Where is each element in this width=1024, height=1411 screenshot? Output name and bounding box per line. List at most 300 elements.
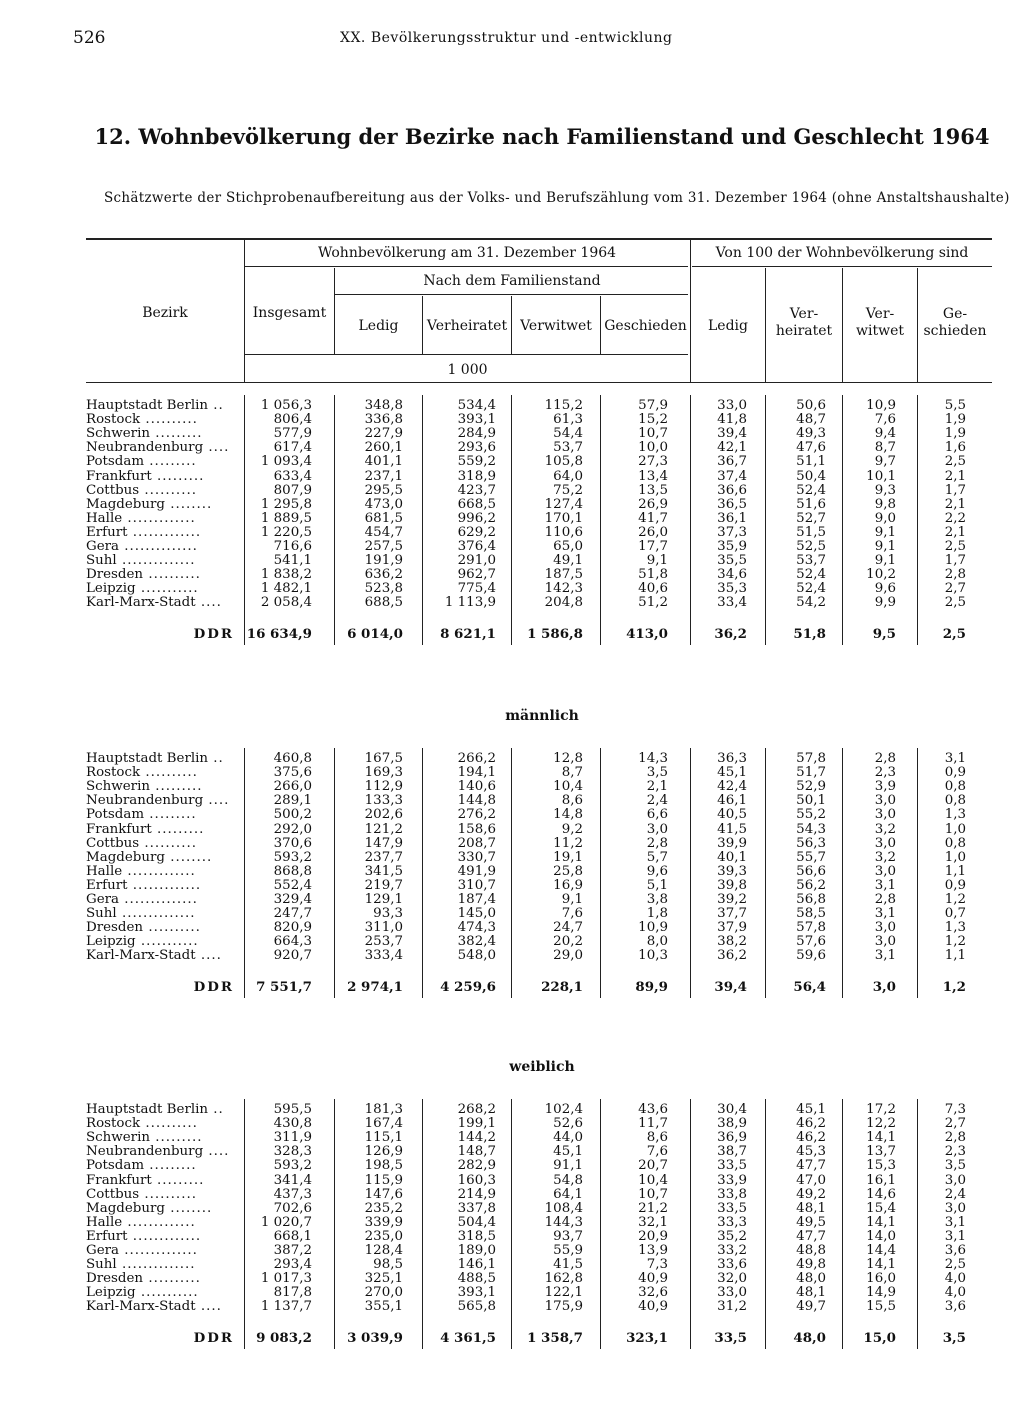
cell-value: 10,1 [866,468,896,484]
cell-value: 36,7 [717,454,747,470]
cell-value: 2,8 [944,1130,966,1146]
cell-value: 26,9 [638,496,668,512]
cell-value: 3,1 [944,1228,966,1244]
cell-value: 47,7 [796,1158,826,1174]
cell-value: 37,7 [717,906,747,922]
cell-value: 2,3 [944,1144,966,1160]
cell-value: 1,7 [944,482,966,498]
bezirk-name [86,540,238,554]
cell-value: 2,4 [646,793,668,809]
bezirk-label: Dresden [86,1272,144,1287]
cell-value: 10,0 [638,440,668,456]
cell-value: 473,0 [364,496,403,512]
cell-value: 52,7 [796,510,826,526]
cell-value: 962,7 [457,567,496,583]
col-header-pct-verwitwet-line1: Ver- [865,306,895,322]
cell-value: 40,5 [717,807,747,823]
cell-value: 33,6 [717,1257,747,1273]
cell-value: 52,9 [796,779,826,795]
cell-value: 1,0 [944,821,966,837]
cell-value: 237,1 [364,468,403,484]
bezirk-label: Cottbus [86,1187,140,1202]
cell-value: 44,0 [553,1130,583,1146]
table-row [0,766,1024,780]
table-row [0,596,1024,610]
bezirk-name [86,1286,238,1300]
cell-value: 3,1 [874,877,896,893]
table-row [0,935,1024,949]
cell-value: 0,8 [944,793,966,809]
cell-value: 2,8 [874,751,896,766]
cell-value: 270,0 [364,1285,403,1301]
bezirk-label: Frankfurt [86,822,152,837]
cell-value: 668,5 [457,496,496,512]
table-row [0,413,1024,427]
leader-dots: .... [195,596,222,611]
bezirk-name [86,1272,238,1286]
cell-value: 820,9 [273,920,312,936]
cell-value: 9,2 [561,821,583,837]
cell-value: 355,1 [364,1299,403,1315]
cell-value: 50,1 [796,793,826,809]
cell-value: 46,2 [796,1130,826,1146]
bezirk-label: Cottbus [86,483,140,498]
table-row [0,893,1024,907]
table-row [0,1272,1024,1286]
cell-value: 33,5 [717,1200,747,1216]
cell-value: 253,7 [364,934,403,950]
bezirk-label: Gera [86,893,120,907]
cell-value: 702,6 [273,1200,312,1216]
cell-value: 2,2 [944,510,966,526]
leader-dots: .... [195,1300,222,1315]
cell-value: 53,7 [553,440,583,456]
bezirk-name [86,921,238,935]
cell-value: 688,5 [364,595,403,611]
bezirk-name [86,1145,238,1159]
total-value: 51,8 [793,625,826,642]
cell-value: 108,4 [544,1200,583,1216]
bezirk-name [86,808,238,822]
cell-value: 19,1 [553,849,583,865]
cell-value: 3,6 [944,1299,966,1315]
cell-value: 31,2 [717,1299,747,1315]
table-row [0,526,1024,540]
cell-value: 20,9 [638,1228,668,1244]
bezirk-label: Neubrandenburg [86,1145,204,1160]
cell-value: 257,5 [364,539,403,554]
cell-value: 167,5 [364,751,403,766]
cell-value: 33,5 [717,1158,747,1174]
bezirk-label: Halle [86,511,123,526]
cell-value: 9,6 [646,863,668,879]
total-value: 2 974,1 [347,978,403,995]
cell-value: 282,9 [457,1158,496,1174]
cell-value: 56,2 [796,877,826,893]
bezirk-name [86,413,238,427]
cell-value: 158,6 [457,821,496,837]
cell-value: 1,3 [944,920,966,936]
bezirk-label: Leipzig [86,582,136,597]
cell-value: 51,2 [638,595,668,611]
cell-value: 14,1 [866,1130,896,1146]
cell-value: 9,6 [874,581,896,597]
bezirk-name [86,893,238,907]
cell-value: 1,2 [944,892,966,907]
bezirk-name [86,823,238,837]
cell-value: 10,7 [638,426,668,442]
cell-value: 147,9 [364,835,403,851]
table-title: 12. Wohnbevölkerung der Bezirke nach Familienstand und Geschlecht 1964 [94,124,990,149]
cell-value: 3,9 [874,779,896,795]
cell-value: 664,3 [273,934,312,950]
cell-value: 12,8 [553,751,583,766]
cell-value: 3,8 [646,892,668,907]
cell-value: 14,1 [866,1257,896,1273]
header-bottom-rule [86,382,992,383]
cell-value: 14,0 [866,1228,896,1244]
cell-value: 61,3 [553,412,583,428]
bezirk-name [86,526,238,540]
cell-value: 187,5 [544,567,583,583]
bezirk-label: Frankfurt [86,1173,152,1188]
cell-value: 534,4 [457,398,496,413]
cell-value: 110,6 [544,524,583,540]
cell-value: 266,0 [273,779,312,795]
cell-value: 16,1 [866,1172,896,1188]
cell-value: 128,4 [364,1243,403,1258]
cell-value: 6,6 [646,807,668,823]
cell-value: 460,8 [273,751,312,766]
cell-value: 3,1 [874,948,896,964]
cell-value: 36,5 [717,496,747,512]
cell-value: 49,5 [796,1214,826,1230]
cell-value: 175,9 [544,1299,583,1315]
bezirk-label: Frankfurt [86,469,152,484]
header-rule-unit [244,354,688,355]
cell-value: 1,9 [944,412,966,428]
cell-value: 10,9 [638,920,668,936]
bezirk-name [86,1174,238,1188]
total-label: DDR [193,979,234,994]
bezirk-name [86,1244,238,1258]
cell-value: 8,0 [646,934,668,950]
cell-value: 775,4 [457,581,496,597]
total-value: 48,0 [793,1329,826,1346]
bezirk-name [86,441,238,455]
section-label: weiblich [509,1059,575,1075]
cell-value: 10,2 [866,567,896,583]
bezirk-label: Gera [86,1244,120,1258]
cell-value: 47,7 [796,1228,826,1244]
cell-value: 33,0 [717,398,747,413]
cell-value: 311,9 [273,1130,312,1146]
cell-value: 1 113,9 [444,595,496,611]
leader-dots: .... [203,794,230,809]
table-row [0,399,1024,413]
bezirk-label: Schwerin [86,427,150,442]
table-row [0,441,1024,455]
cell-value: 0,9 [944,765,966,781]
bezirk-name [86,582,238,596]
cell-value: 1 220,5 [260,524,312,540]
bezirk-label: Hauptstadt Berlin [86,1103,209,1117]
cell-value: 47,6 [796,440,826,456]
cell-value: 4,0 [944,1285,966,1301]
cell-value: 36,2 [717,948,747,964]
total-value: 36,2 [714,625,747,642]
leader-dots: ........ [164,497,213,512]
cell-value: 276,2 [457,807,496,823]
cell-value: 13,7 [866,1144,896,1160]
table-row [0,455,1024,469]
cell-value: 3,0 [874,863,896,879]
table-row [0,879,1024,893]
cell-value: 115,9 [364,1172,403,1188]
cell-value: 20,2 [553,934,583,950]
table-row [0,808,1024,822]
bezirk-label: Halle [86,1215,123,1230]
bezirk-name [86,1202,238,1216]
cell-value: 370,6 [273,835,312,851]
cell-value: 504,4 [457,1214,496,1230]
cell-value: 46,2 [796,1116,826,1132]
bezirk-label: Potsdam [86,455,145,470]
table-row [0,794,1024,808]
cell-value: 16,0 [866,1271,896,1287]
cell-value: 341,4 [273,1172,312,1188]
total-value: 39,4 [714,978,747,995]
bezirk-label: Hauptstadt Berlin [86,752,209,766]
leader-dots: ......... [151,469,205,484]
bezirk-label: Neubrandenburg [86,794,204,809]
cell-value: 112,9 [364,779,403,795]
cell-value: 47,0 [796,1172,826,1188]
cell-value: 16,9 [553,877,583,893]
leader-dots: ......... [151,822,205,837]
cell-value: 3,2 [874,849,896,865]
cell-value: 577,9 [273,426,312,442]
cell-value: 430,8 [273,1116,312,1132]
col-header-pct-geschieden [918,306,992,340]
total-label: DDR [193,626,234,641]
cell-value: 40,9 [638,1271,668,1287]
total-value: 6 014,0 [347,625,403,642]
bezirk-label: Gera [86,540,120,554]
cell-value: 33,2 [717,1243,747,1258]
cell-value: 189,0 [457,1243,496,1258]
cell-value: 35,3 [717,581,747,597]
cell-value: 39,9 [717,835,747,851]
cell-value: 26,0 [638,524,668,540]
cell-value: 1 889,5 [260,510,312,526]
cell-value: 2,1 [944,524,966,540]
cell-value: 328,3 [273,1144,312,1160]
cell-value: 59,6 [796,948,826,964]
total-value: 1,2 [942,978,966,995]
bezirk-label: Karl-Marx-Stadt [86,1300,196,1315]
cell-value: 382,4 [457,934,496,950]
total-value: 413,0 [626,625,668,642]
cell-value: 1,3 [944,807,966,823]
cell-value: 3,5 [944,1158,966,1174]
cell-value: 8,7 [561,765,583,781]
cell-value: 57,8 [796,751,826,766]
cell-value: 52,5 [796,539,826,554]
cell-value: 219,7 [364,877,403,893]
table-row [0,1131,1024,1145]
cell-value: 339,9 [364,1214,403,1230]
cell-value: 204,8 [544,595,583,611]
leader-dots: .......... [143,568,201,583]
total-value: 3,0 [872,978,896,995]
cell-value: 806,4 [273,412,312,428]
leader-dots: ......... [150,1131,203,1146]
bezirk-label: Suhl [86,554,117,569]
cell-value: 38,2 [717,934,747,950]
total-value: 16 634,9 [246,625,312,642]
cell-value: 51,8 [638,567,668,583]
cell-value: 9,9 [874,595,896,611]
cell-value: 0,7 [944,906,966,922]
cell-value: 10,4 [553,779,583,795]
cell-value: 11,7 [638,1116,668,1132]
leader-dots: ............. [127,878,202,893]
cell-value: 681,5 [364,510,403,526]
cell-value: 5,7 [646,849,668,865]
cell-value: 33,9 [717,1172,747,1188]
cell-value: 122,1 [544,1285,583,1301]
cell-value: 7,6 [561,906,583,922]
cell-value: 2,1 [944,468,966,484]
bezirk-name [86,1300,238,1314]
cell-value: 36,6 [717,482,747,498]
cell-value: 127,4 [544,496,583,512]
cell-value: 3,0 [874,835,896,851]
cell-value: 310,7 [457,877,496,893]
cell-value: 40,1 [717,849,747,865]
bezirk-label: Schwerin [86,780,150,795]
cell-value: 454,7 [364,524,403,540]
bezirk-name [86,568,238,582]
total-value: 9 083,2 [256,1329,312,1346]
cell-value: 214,9 [457,1186,496,1202]
cell-value: 35,9 [717,539,747,554]
cell-value: 147,6 [364,1186,403,1202]
cell-value: 1,2 [944,934,966,950]
cell-value: 375,6 [273,765,312,781]
cell-value: 170,1 [544,510,583,526]
cell-value: 56,6 [796,863,826,879]
table-row [0,1174,1024,1188]
total-value: 2,5 [942,625,966,642]
bezirk-label: Suhl [86,1258,117,1273]
cell-value: 325,1 [364,1271,403,1287]
cell-value: 1 838,2 [260,567,312,583]
bezirk-label: Erfurt [86,878,128,893]
cell-value: 93,3 [373,906,403,922]
cell-value: 14,8 [553,807,583,823]
cell-value: 58,5 [796,906,826,922]
table-row [0,427,1024,441]
leader-dots: .... [203,1145,230,1160]
cell-value: 49,3 [796,426,826,442]
bezirk-name [86,851,238,865]
cell-value: 9,1 [561,892,583,907]
cell-value: 198,5 [364,1158,403,1174]
cell-value: 268,2 [457,1102,496,1117]
bezirk-name [86,512,238,526]
cell-value: 27,3 [638,454,668,470]
bezirk-label: Hauptstadt Berlin [86,399,209,413]
bezirk-name [86,470,238,484]
cell-value: 52,4 [796,581,826,597]
bezirk-name [86,949,238,963]
col-header-geschieden: Geschieden [604,318,687,334]
bezirk-label: Rostock [86,1117,141,1132]
cell-value: 337,8 [457,1200,496,1216]
cell-value: 1 137,7 [260,1299,312,1315]
col-header-pct-verheiratet [766,306,842,340]
bezirk-label: Cottbus [86,836,140,851]
cell-value: 51,5 [796,524,826,540]
table-row [0,1202,1024,1216]
col-header-insgesamt: Insgesamt [252,305,327,321]
cell-value: 868,8 [273,863,312,879]
cell-value: 55,9 [553,1243,583,1258]
bezirk-name [86,837,238,851]
cell-value: 2,7 [944,581,966,597]
cell-value: 593,2 [273,1158,312,1174]
total-row [0,980,1024,994]
table-row [0,554,1024,568]
cell-value: 376,4 [457,539,496,554]
cell-value: 293,6 [457,440,496,456]
cell-value: 11,2 [553,835,583,851]
cell-value: 12,2 [866,1116,896,1132]
cell-value: 9,1 [646,553,668,569]
cell-value: 53,7 [796,553,826,569]
table-row [0,907,1024,921]
cell-value: 10,7 [638,1186,668,1202]
table-row [0,837,1024,851]
cell-value: 17,2 [866,1102,896,1117]
table-row [0,1216,1024,1230]
cell-value: 42,4 [717,779,747,795]
cell-value: 2,1 [646,779,668,795]
cell-value: 237,7 [364,849,403,865]
leader-dots: .......... [140,413,198,428]
leader-dots: ......... [151,1173,205,1188]
cell-value: 3,1 [944,1214,966,1230]
cell-value: 311,0 [364,920,403,936]
cell-value: 160,3 [457,1172,496,1188]
cell-value: 1 017,3 [260,1271,312,1287]
bezirk-name [86,1159,238,1173]
cell-value: 13,4 [638,468,668,484]
table-row [0,484,1024,498]
cell-value: 5,1 [646,877,668,893]
cell-value: 330,7 [457,849,496,865]
cell-value: 247,7 [273,906,312,922]
cell-value: 235,2 [364,1200,403,1216]
cell-value: 40,9 [638,1299,668,1315]
col-header-verheiratet: Verheiratet [426,318,508,334]
running-head: XX. Bevölkerungsstruktur und -entwicklung [340,30,673,46]
cell-value: 21,2 [638,1200,668,1216]
leader-dots: .............. [119,540,198,554]
cell-value: 40,6 [638,581,668,597]
